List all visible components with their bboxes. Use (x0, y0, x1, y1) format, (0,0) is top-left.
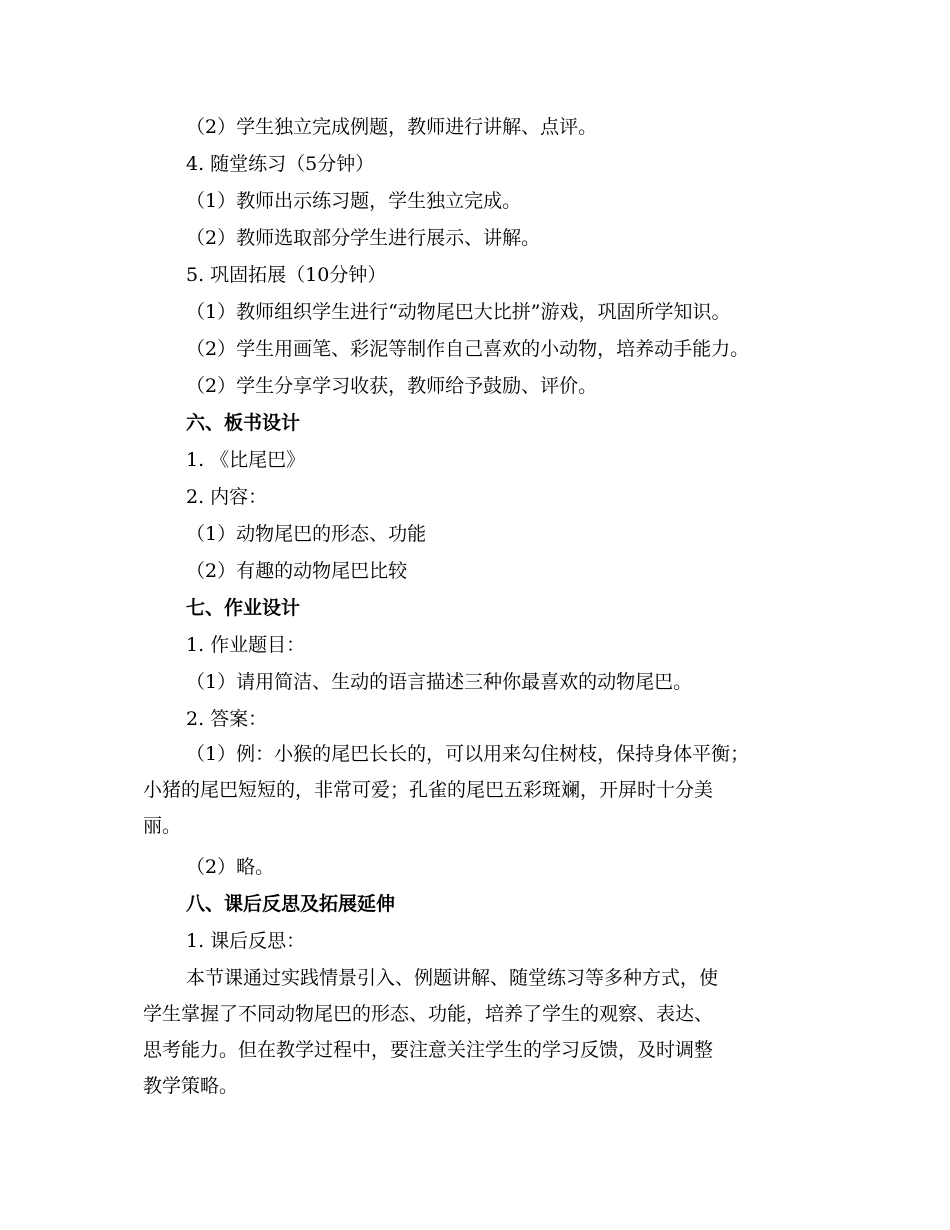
section-item: 2. 答案： (186, 708, 268, 730)
paragraph-line: 学生掌握了不同动物尾巴的形态、功能，培养了学生的观察、表达、 (143, 1003, 714, 1025)
section-item: 5. 巩固拓展（10分钟） (186, 264, 387, 286)
text-line: （2）有趣的动物尾巴比较 (186, 560, 408, 582)
answer-paragraph (186, 736, 749, 772)
section-item: 1. 作业题目： (186, 634, 306, 656)
text-line: （2）学生用画笔、彩泥等制作自己喜欢的小动物，培养动手能力。 (186, 338, 750, 360)
text-line: （2）教师选取部分学生进行展示、讲解。 (186, 227, 541, 249)
paragraph-line: 小猪的尾巴短短的，非常可爱；孔雀的尾巴五彩斑斓，开屏时十分美 (143, 779, 714, 801)
text-line: （1）教师组织学生进行“动物尾巴大比拼”游戏，巩固所学知识。 (186, 301, 731, 323)
answer-paragraph-cont (143, 772, 713, 844)
paragraph-line: 教学策略。 (143, 1075, 239, 1097)
paragraph-line: （1）例：小猴的尾巴长长的，可以用来勾住树枝，保持身体平衡； (186, 743, 750, 765)
text-line: （2）学生独立完成例题，教师进行讲解、点评。 (186, 116, 598, 138)
section-heading: 六、板书设计 (186, 412, 301, 434)
text-line: （1）动物尾巴的形态、功能 (186, 523, 427, 545)
section-heading: 七、作业设计 (186, 597, 301, 619)
paragraph-line: 本节课通过实践情景引入、例题讲解、随堂练习等多种方式，使 (186, 967, 719, 989)
reflection-paragraph-cont (143, 996, 713, 1104)
paragraph-line: 思考能力。但在教学过程中，要注意关注学生的学习反馈，及时调整 (143, 1039, 714, 1061)
text-line: （2）学生分享学习收获，教师给予鼓励、评价。 (186, 375, 598, 397)
reflection-paragraph (186, 960, 718, 996)
text-line: （2）略。 (186, 856, 275, 878)
section-item: 2. 内容： (186, 486, 268, 508)
section-item: 1. 《比尾巴》 (186, 449, 306, 471)
text-line: （1）教师出示练习题，学生独立完成。 (186, 190, 522, 212)
section-item: 1. 课后反思： (186, 930, 306, 952)
text-line: （1）请用简洁、生动的语言描述三种你最喜欢的动物尾巴。 (186, 671, 693, 693)
paragraph-line: 丽。 (143, 815, 182, 837)
section-item: 4. 随堂练习（5分钟） (186, 153, 375, 175)
section-heading: 八、课后反思及拓展延伸 (186, 893, 396, 915)
